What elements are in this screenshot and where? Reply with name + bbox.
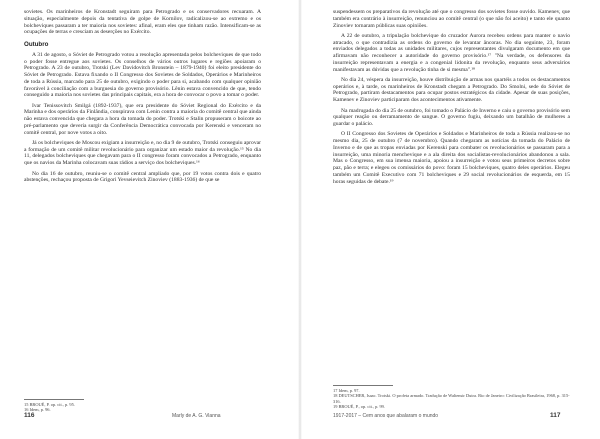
running-author: Marly de A. G. Vianna (172, 413, 221, 419)
section-heading: Outubro (24, 41, 49, 48)
left-page-number: 116 (24, 412, 35, 419)
right-paragraph: A 22 de outubro, a tripulação bolchevique do cruzador Aurora recebeu ordens para manter o navio atracado, o que contradizia as ordens do governo de levantar âncoras. No dia seguinte, 23, foram enviados delegados a todas as unidades militares, cujos representantes divulgaram documento em que afirmavam não reconhecer a autoridade do governo provisório.¹⁷ "Na verdade, os defensores da insurreição representavam a energia e a congenial lidonita da revolução, enquanto seus adversários manifestavam as dúvidas que a revolução tinha de si mesma".¹⁸ (333, 32, 570, 73)
right-paragraph: Na madrugada do dia 25 de outubro, foi tomado o Palácio de Inverno e caiu o governo provisório sem qualquer reação ou derramamento de sangue. O governo fugiu, deixando um batalhão de mulheres a guardar o palácio. (333, 107, 570, 128)
footnote-rule (24, 399, 84, 400)
footnote: 18 DEUTSCHER, Isaac. Trotski. O profeta armado. Tradução de Waltensir Dutra. Rio de Janeiro: Civilização Brasileira, 1968, p. 315-316. (333, 393, 570, 404)
right-text-column (333, 9, 570, 185)
right-paragraph-intro: suspendessem os preparativos da revolução até que o congresso dos sovietes fosse ouvido. Kamenev, que também era contrário à insurreição, renunciou ao comitê central (o que não foi aceito) e tanto ele quanto Zinoviev tornaram públicas suas opiniões. (333, 9, 570, 29)
left-paragraph: A 31 de agosto, o Sóviet de Petrogrado votou a resolução apresentada pelos bolcheviques de que todo o poder fosse entregue aos sovietes. Os conselhos de vários outros lugares e regiões apoiaram o Petrogrado. A 23 de outubro, Trotski (Lev Davidovitch Bronstein – 1879-1940) foi eleito presidente do Sóviet de Petrogrado. Estava fixando o II Congresso dos Sovietes de Soldados, Operários e Marinheiros de toda a Rússia, marcado para 25 de outubro, exigindo o poder para si, acabando com qualquer opinião favorável à conciliação com a burguesia do governo provisório. Lênin estava convencido de que, tendo conseguido a maioria nos sovietes das principais capitais, era a hora de convocar o povo a tomar o poder. (24, 51, 261, 99)
footnote: 15 BROUÉ, P. op. cit., p. 95. (24, 401, 75, 407)
left-paragraph: No dia 16 de outubro, reuniu-se o comitê central ampliado que, por 19 votos contra dois e quatro abstenções, rechaçou proposta de Grigori Yevseievitch Zinoviev (1883-1936) de que se (24, 170, 261, 184)
right-page (300, 0, 600, 439)
footnote-rule (333, 385, 393, 386)
right-footnotes (333, 385, 571, 410)
left-footnotes (24, 399, 262, 413)
right-paragraph: O II Congresso dos Sovietes de Operários e Soldados e Marinheiros de toda a Rússia realizou-se no mesmo dia, 25 de outubro (7 de novembro). Quando chegaram as notícias da tomada do Palácio de Inverno e de que as tropas enviadas por Kerenski para combater os revolucionários se passaram para a insurreição, uma minoria menchevique e a ala direita dos socialistas-revolucionários abandonou a sala. Mas o Congresso, em sua imensa maioria, apoiou a insurreição e votou seus primeiros decretos sobre paz, pão e terra; e elegeu os comissários do povo: foram 15 bolcheviques, quatro deles operários. Elegeu também um Comitê Executivo com 71 bolcheviques e 29 social revolucionários de esquerda, em 15 horas seguidas de debate.¹⁹ (333, 131, 570, 185)
left-text-column (24, 9, 261, 184)
right-page-number: 117 (550, 412, 561, 419)
footnote: 16 Idem, p. 96. (24, 407, 51, 413)
running-title: 1917-2017 – Cem anos que abalaram o mundo (333, 413, 439, 419)
left-paragraph-intro: sovietes. Os marinheiros de Kronstadt seguiram para Petrogrado e os conservadores recuaram. A situação, especialmente depois da tentativa de golpe de Kornilov, radicalizou-se ao extremo e os bolcheviques passaram a ter maioria nos sovietes: afinal, eram eles que tinham razão. Intensificam-se as ocupações de terras e cresciam as deserções no Exército. (24, 9, 261, 36)
left-paragraph: Já os bolcheviques de Moscou exigiam a insurreição e, no dia 9 de outubro, Trotski conseguiu aprovar a formação de um comitê militar revolucionário para organizar um estado maior da revolução.¹⁵ No dia 11, delegados bolcheviques que chegavam para o II congresso foram convocados a Petrogrado, enquanto que os navios da Marinha colocavam suas rádios a serviço dos bolcheviques.¹⁶ (24, 139, 261, 167)
right-paragraph: No dia 24, véspera da insurreição, houve distribuição de armas nos quartéis a todos os destacamentos operários e, à tarde, os marinheiros de Kronstadt chegam a Petrogrado. Do Smolni, sede do Sóviet de Petrogrado, partiram destacamentos para ocupar postos estratégicos da cidade. Apesar de suas posições, Kamenev e Zinoviev participaram dos acontecimentos ativamente. (333, 76, 570, 104)
footnote: 19 BROUÉ, P., op. cit., p. 99. (333, 404, 385, 410)
left-paragraph: Ivar Tenissovitch Smilgá (1892-1937), que era presidente do Sóviet Regional do Exército e da Marinha e dos operários da Finlândia, conspirava com Lenin contra a maioria do comitê central que ainda não estava convencida que chegara a hora da tomada do poder. Trotski e Stalin propuseram o boicote ao pré-parlamento que deveria surgir da Conferência Democrática convocada por Kerenski e venceram no comitê central, por nove votos a oito. (24, 102, 261, 136)
footnote: 17 Idem, p. 97. (333, 387, 360, 393)
